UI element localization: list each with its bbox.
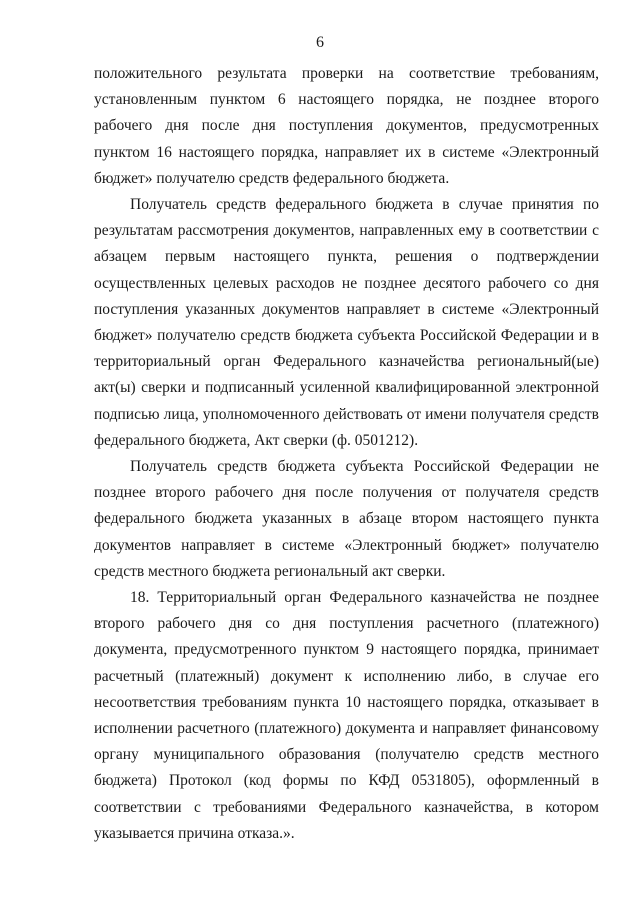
- document-body: [94, 61, 599, 847]
- paragraph-item-18: 18. Территориальный орган Федерального казначейства не позднее второго рабочего дня со дня поступления расчетного (платежного) документа, предусмотренного пунктом 9 настоящего порядка, принимает расчетный (платежный) документ к исполнению либо, в случае его несоответствия требованиям пункта 10 настоящего порядка, отказывает в исполнении расчетного (платежного) документа и направляет финансовому органу муниципального образования (получателю средств местного бюджета) Протокол (код формы по КФД 0531805), оформленный в соответствии с требованиями Федерального казначейства, в котором указывается причина отказа.».: [94, 589, 599, 842]
- page-number: 6: [316, 34, 324, 51]
- paragraph-continuation: положительного результата проверки на соответствие требованиям, установленным пунктом 6 настоящего порядка, не позднее второго рабочего дня после дня поступления документов, предусмотренных пунктом 16 настоящего порядка, направляет их в системе «Электронный бюджет» получателю средств федерального бюджета.: [94, 65, 599, 187]
- paragraph-federal-recipient: Получатель средств федерального бюджета в случае принятия по результатам рассмотрения документов, направленных ему в соответствии с абзацем первым настоящего пункта, решения о подтверждении осуществленных целевых расходов не позднее десятого рабочего со дня поступления указанных документов направляет в системе «Электронный бюджет» получателю средств бюджета субъекта Российской Федерации и в территориальный орган Федерального казначейства региональный(ые) акт(ы) сверки и подписанный усиленной квалифицированной электронной подписью лица, уполномоченного действовать от имени получателя средств федерального бюджета, Акт сверки (ф. 0501212).: [94, 196, 599, 449]
- paragraph-regional-recipient: Получатель средств бюджета субъекта Российской Федерации не позднее второго рабочего дня после получения от получателя средств федерального бюджета указанных в абзаце втором настоящего пункта документов направляет в системе «Электронный бюджет» получателю средств местного бюджета региональный акт сверки.: [94, 458, 599, 580]
